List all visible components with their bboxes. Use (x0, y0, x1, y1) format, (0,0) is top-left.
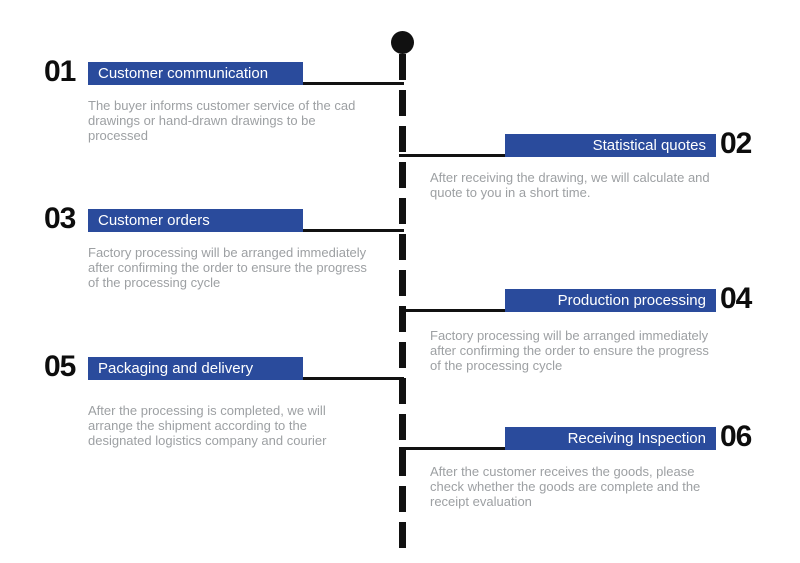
timeline-dashed-line (399, 54, 406, 548)
step-3-description: Factory processing will be arranged immediately after confirming the order to ensure the progress of the processing cycle (88, 245, 367, 290)
step-5-title-bar: Packaging and delivery (88, 357, 303, 380)
step-3-connector-line (303, 229, 404, 232)
step-1-title-bar: Customer communication (88, 62, 303, 85)
step-2-title-bar: Statistical quotes (505, 134, 716, 157)
step-4-number: 04 (720, 282, 752, 315)
step-2-number: 02 (720, 127, 752, 160)
step-6-description: After the customer receives the goods, please check whether the goods are complete and the receipt evaluation (430, 464, 701, 509)
step-5-connector-line (303, 377, 404, 380)
step-1-number: 01 (44, 55, 76, 88)
step-3-title-bar: Customer orders (88, 209, 303, 232)
step-4-connector-line (399, 309, 505, 312)
step-5-number: 05 (44, 350, 76, 383)
step-4-description: Factory processing will be arranged immediately after confirming the order to ensure the progress of the processing cycle (430, 328, 709, 373)
step-6-number: 06 (720, 420, 752, 453)
step-5-description: After the processing is completed, we will arrange the shipment according to the designated logistics company and courier (88, 403, 327, 448)
timeline-start-dot (391, 31, 414, 54)
step-6-connector-line (399, 447, 505, 450)
step-4-title-bar: Production processing (505, 289, 716, 312)
step-6-title-bar: Receiving Inspection (505, 427, 716, 450)
step-2-description: After receiving the drawing, we will calculate and quote to you in a short time. (430, 170, 710, 200)
step-2-connector-line (399, 154, 505, 157)
step-1-connector-line (303, 82, 404, 85)
step-1-description: The buyer informs customer service of the cad drawings or hand-drawn drawings to be processed (88, 98, 356, 143)
step-3-number: 03 (44, 202, 76, 235)
